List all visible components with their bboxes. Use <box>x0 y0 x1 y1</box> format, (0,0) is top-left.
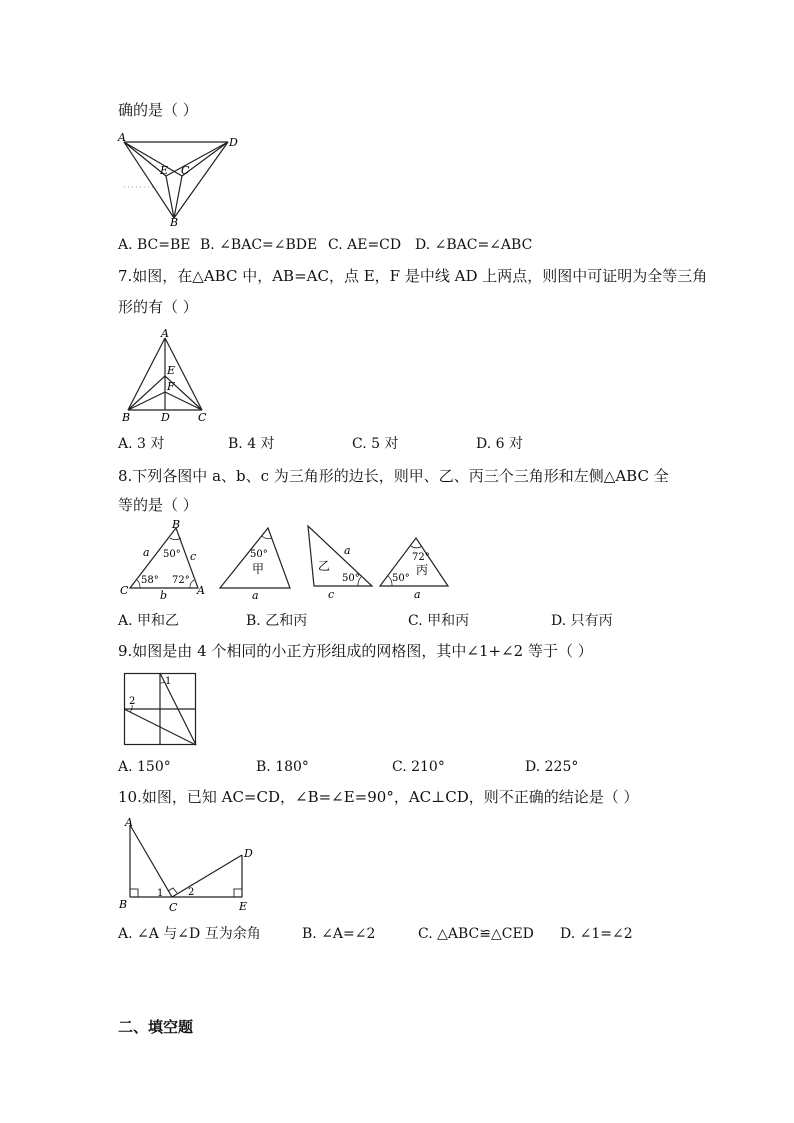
q8-question-line-2: 等的是（ ） <box>118 496 198 514</box>
q7-label-d: D <box>161 411 170 424</box>
q6-option-b[interactable]: B. ∠BAC=∠BDE <box>200 237 318 253</box>
q9-option-d[interactable]: D. 225° <box>525 759 579 775</box>
q8-option-a[interactable]: A. 甲和乙 <box>118 613 180 629</box>
q6-question-tail: 确的是（ ） <box>118 101 198 119</box>
q10-label-c: C <box>169 901 178 914</box>
q10-angle-2: 2 <box>188 887 195 898</box>
q8-yi-side-c: c <box>328 588 335 601</box>
q8-abc-angle-c: 58° <box>141 575 159 586</box>
q8-abc-label-c: C <box>120 584 129 597</box>
q9-option-a[interactable]: A. 150° <box>118 759 171 775</box>
q9-question-line-1: 9.如图是由 4 个相同的小正方形组成的网格图，其中∠1+∠2 等于（ ） <box>118 642 593 660</box>
q7-question-line-1: 7.如图，在△ABC 中，AB=AC，点 E，F 是中线 AD 上两点，则图中可证明为全等三角 <box>118 267 708 285</box>
q7-label-a: A <box>161 327 169 340</box>
q8-bing-angle-2: 50° <box>392 573 410 584</box>
q9-figure <box>124 673 196 745</box>
q8-question-line-1: 8.下列各图中 a、b、c 为三角形的边长，则甲、乙、丙三个三角形和左侧△ABC 全 <box>118 467 669 485</box>
q7-question-line-2: 形的有（ ） <box>118 298 198 316</box>
q10-label-e: E <box>239 900 248 913</box>
q6-option-c[interactable]: C. AE=CD <box>328 237 402 253</box>
q6-label-d: D <box>229 136 238 149</box>
q7-figure <box>118 328 218 424</box>
q7-option-c[interactable]: C. 5 对 <box>352 436 399 452</box>
q8-yi-angle: 50° <box>342 573 360 584</box>
q8-abc-side-a: a <box>143 546 150 559</box>
q9-angle-2: 2 <box>129 696 136 707</box>
q8-option-c[interactable]: C. 甲和丙 <box>408 613 470 629</box>
q6-label-a: A <box>118 131 126 144</box>
q8-triangle-yi <box>308 526 372 586</box>
q8-abc-angle-b: 50° <box>163 549 181 560</box>
section-heading-fill-in: 二、填空题 <box>118 1018 194 1036</box>
q8-yi-name: 乙 <box>318 559 331 573</box>
q8-figure <box>118 520 458 602</box>
q6-figure <box>118 132 238 227</box>
q8-option-b[interactable]: B. 乙和丙 <box>246 613 308 629</box>
q8-bing-angle-1: 72° <box>412 552 430 563</box>
q6-option-a[interactable]: A. BC=BE <box>118 237 191 253</box>
q6-option-d[interactable]: D. ∠BAC=∠ABC <box>415 237 533 253</box>
q7-label-b: B <box>122 411 131 424</box>
q8-abc-angle-a: 72° <box>172 575 190 586</box>
q10-question-line-1: 10.如图，已知 AC=CD，∠B=∠E=90°，AC⊥CD，则不正确的结论是（ ） <box>118 788 639 806</box>
q8-abc-label-a: A <box>197 584 205 597</box>
q8-yi-side-a: a <box>344 544 351 557</box>
q10-option-c[interactable]: C. △ABC≌△CED <box>418 926 534 942</box>
q10-angle-1: 1 <box>157 888 164 899</box>
q7-option-a[interactable]: A. 3 对 <box>118 436 165 452</box>
q10-figure <box>118 815 258 915</box>
q8-bing-name: 丙 <box>416 563 429 577</box>
q10-option-d[interactable]: D. ∠1=∠2 <box>560 926 633 942</box>
q8-jia-angle: 50° <box>250 549 268 560</box>
q9-option-b[interactable]: B. 180° <box>256 759 309 775</box>
q6-label-b: B <box>170 216 179 229</box>
q10-option-b[interactable]: B. ∠A=∠2 <box>302 926 376 942</box>
q8-jia-name: 甲 <box>252 562 265 576</box>
q9-angle-1: 1 <box>165 676 172 687</box>
q6-label-c: C <box>181 164 190 177</box>
q7-option-b[interactable]: B. 4 对 <box>228 436 275 452</box>
q10-label-b: B <box>119 898 128 911</box>
q7-option-d[interactable]: D. 6 对 <box>476 436 523 452</box>
q7-label-c: C <box>198 411 207 424</box>
q7-label-f: F <box>167 380 175 393</box>
q7-label-e: E <box>167 364 176 377</box>
q8-abc-side-b: b <box>160 589 168 602</box>
q8-abc-label-b: B <box>172 518 181 531</box>
q10-option-a[interactable]: A. ∠A 与∠D 互为余角 <box>118 926 261 942</box>
q9-option-c[interactable]: C. 210° <box>392 759 445 775</box>
q8-abc-side-c: c <box>190 550 197 563</box>
q8-option-d[interactable]: D. 只有丙 <box>551 613 613 629</box>
q10-label-d: D <box>244 847 253 860</box>
q6-label-e: E <box>160 164 169 177</box>
q8-jia-side: a <box>252 589 259 602</box>
q10-label-a: A <box>125 816 133 829</box>
q8-bing-side: a <box>414 588 421 601</box>
